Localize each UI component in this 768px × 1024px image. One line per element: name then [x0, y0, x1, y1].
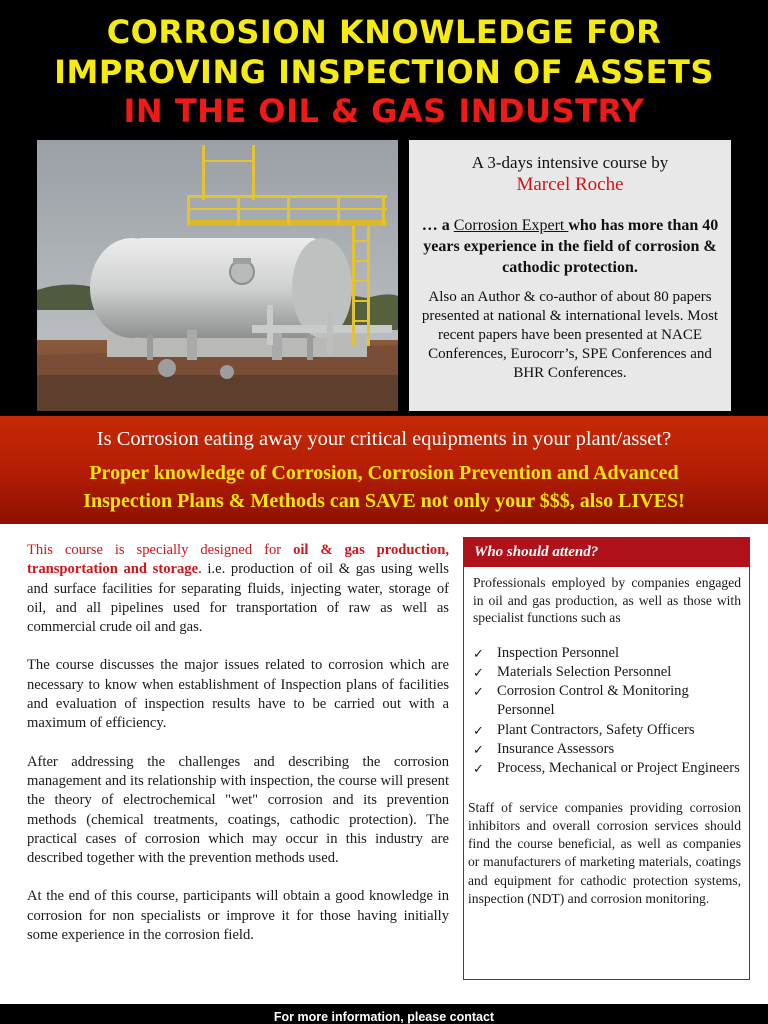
who-should-attend-heading: Who should attend?: [464, 538, 749, 567]
list-item: ✓ Process, Mechanical or Project Engineers: [473, 759, 749, 778]
list-item: ✓ Materials Selection Personnel: [473, 663, 749, 682]
description-paragraph-4: At the end of this course, participants will obtain a good knowledge in corrosion for non specialists or improve it for those having initially some experience in the corrosion field.: [27, 888, 449, 944]
instructor-name: Marcel Roche: [516, 174, 624, 195]
footer-contact-bar: [0, 1004, 768, 1024]
list-item: ✓ Plant Contractors, Safety Officers: [473, 721, 749, 740]
course-duration-line: A 3-days intensive course by: [471, 153, 669, 172]
description-intro-rest: . i.e. production of oil & gas using wells and surface facilities for separating fluids, injecting water, storage of oil, and all pipelines used for transportation of raw as well as commercial crude oil and gas.: [27, 561, 449, 636]
expert-suffix: who has more than 40 years experience in the field of corrosion & cathodic protection.: [423, 217, 719, 276]
list-item: ✓ Insurance Assessors: [473, 740, 749, 759]
service-staff-note: Staff of service companies providing corrosion inhibitors and overall corrosion services should find the course beneficial, as well as companies or manufacturers of marketing materials, coatings and equipment for cathodic protection systems, inspection (NDT) and corrosion monitoring.: [468, 799, 741, 907]
expert-prefix: … a: [421, 217, 454, 234]
check-icon: ✓: [473, 761, 484, 777]
course-description: [27, 541, 449, 964]
list-item: ✓ Inspection Personnel: [473, 644, 749, 663]
banner-question: Is Corrosion eating away your critical equipments in your plant/asset?: [96, 428, 672, 450]
author-description: Also an Author & co-author of about 80 papers presented at national & international levels. Most recent papers have been presented at NACE Conferences, Eurocorr’s, SPE Conferences and BHR Conferences.: [421, 289, 719, 381]
attendee-list: [464, 644, 749, 779]
check-icon: ✓: [473, 722, 484, 738]
list-item: ✓ Corrosion Control & Monitoring Personnel: [473, 683, 689, 719]
contact-text: For more information, please contact: [273, 1010, 495, 1024]
title-line-3: IN THE OIL & GAS INDUSTRY: [123, 92, 645, 130]
description-paragraph-2: The course discusses the major issues related to corrosion which are necessary to know when establishment of Inspection plans of facilities and evaluation of inspection results have to be carried out with a maximum of efficiency.: [27, 657, 449, 732]
description-paragraph-1: [27, 541, 449, 637]
banner: [0, 416, 768, 524]
description-focus: oil & gas production, transportation and storage: [27, 542, 449, 578]
banner-statement-line-1: Proper knowledge of Corrosion, Corrosion Prevention and Advanced: [89, 462, 679, 484]
check-icon: ✓: [473, 664, 484, 680]
title-line-1: CORROSION KNOWLEDGE FOR: [106, 13, 662, 51]
title-line-2: IMPROVING INSPECTION OF ASSETS: [54, 53, 714, 91]
description-paragraph-3: After addressing the challenges and describing the corrosion management and its relationship with inspection, the course will present the theory of electrochemical "wet" corrosion and its prevention methods (chemical treatments, coatings, cathodic protection). The practical cases of corrosion which may occur in this industry are described together with the prevention methods used.: [27, 753, 449, 867]
who-should-attend-box: [463, 537, 750, 980]
header: [0, 0, 768, 416]
banner-statement-line-2: Inspection Plans & Methods can SAVE not only your $$$, also LIVES!: [83, 490, 685, 512]
attend-intro: Professionals employed by companies engaged in oil and gas production, as well as those with specialist functions such as: [473, 575, 741, 625]
corrosion-expert-link[interactable]: Corrosion Expert: [453, 217, 569, 234]
instructor-info-box: [409, 140, 731, 411]
check-icon: ✓: [473, 684, 484, 700]
check-icon: ✓: [473, 645, 484, 661]
check-icon: ✓: [473, 741, 484, 757]
description-intro: This course is specially designed for: [27, 542, 294, 558]
banner-statement: [0, 459, 768, 515]
vessel-photo: [37, 140, 398, 411]
expert-description: [419, 215, 721, 278]
